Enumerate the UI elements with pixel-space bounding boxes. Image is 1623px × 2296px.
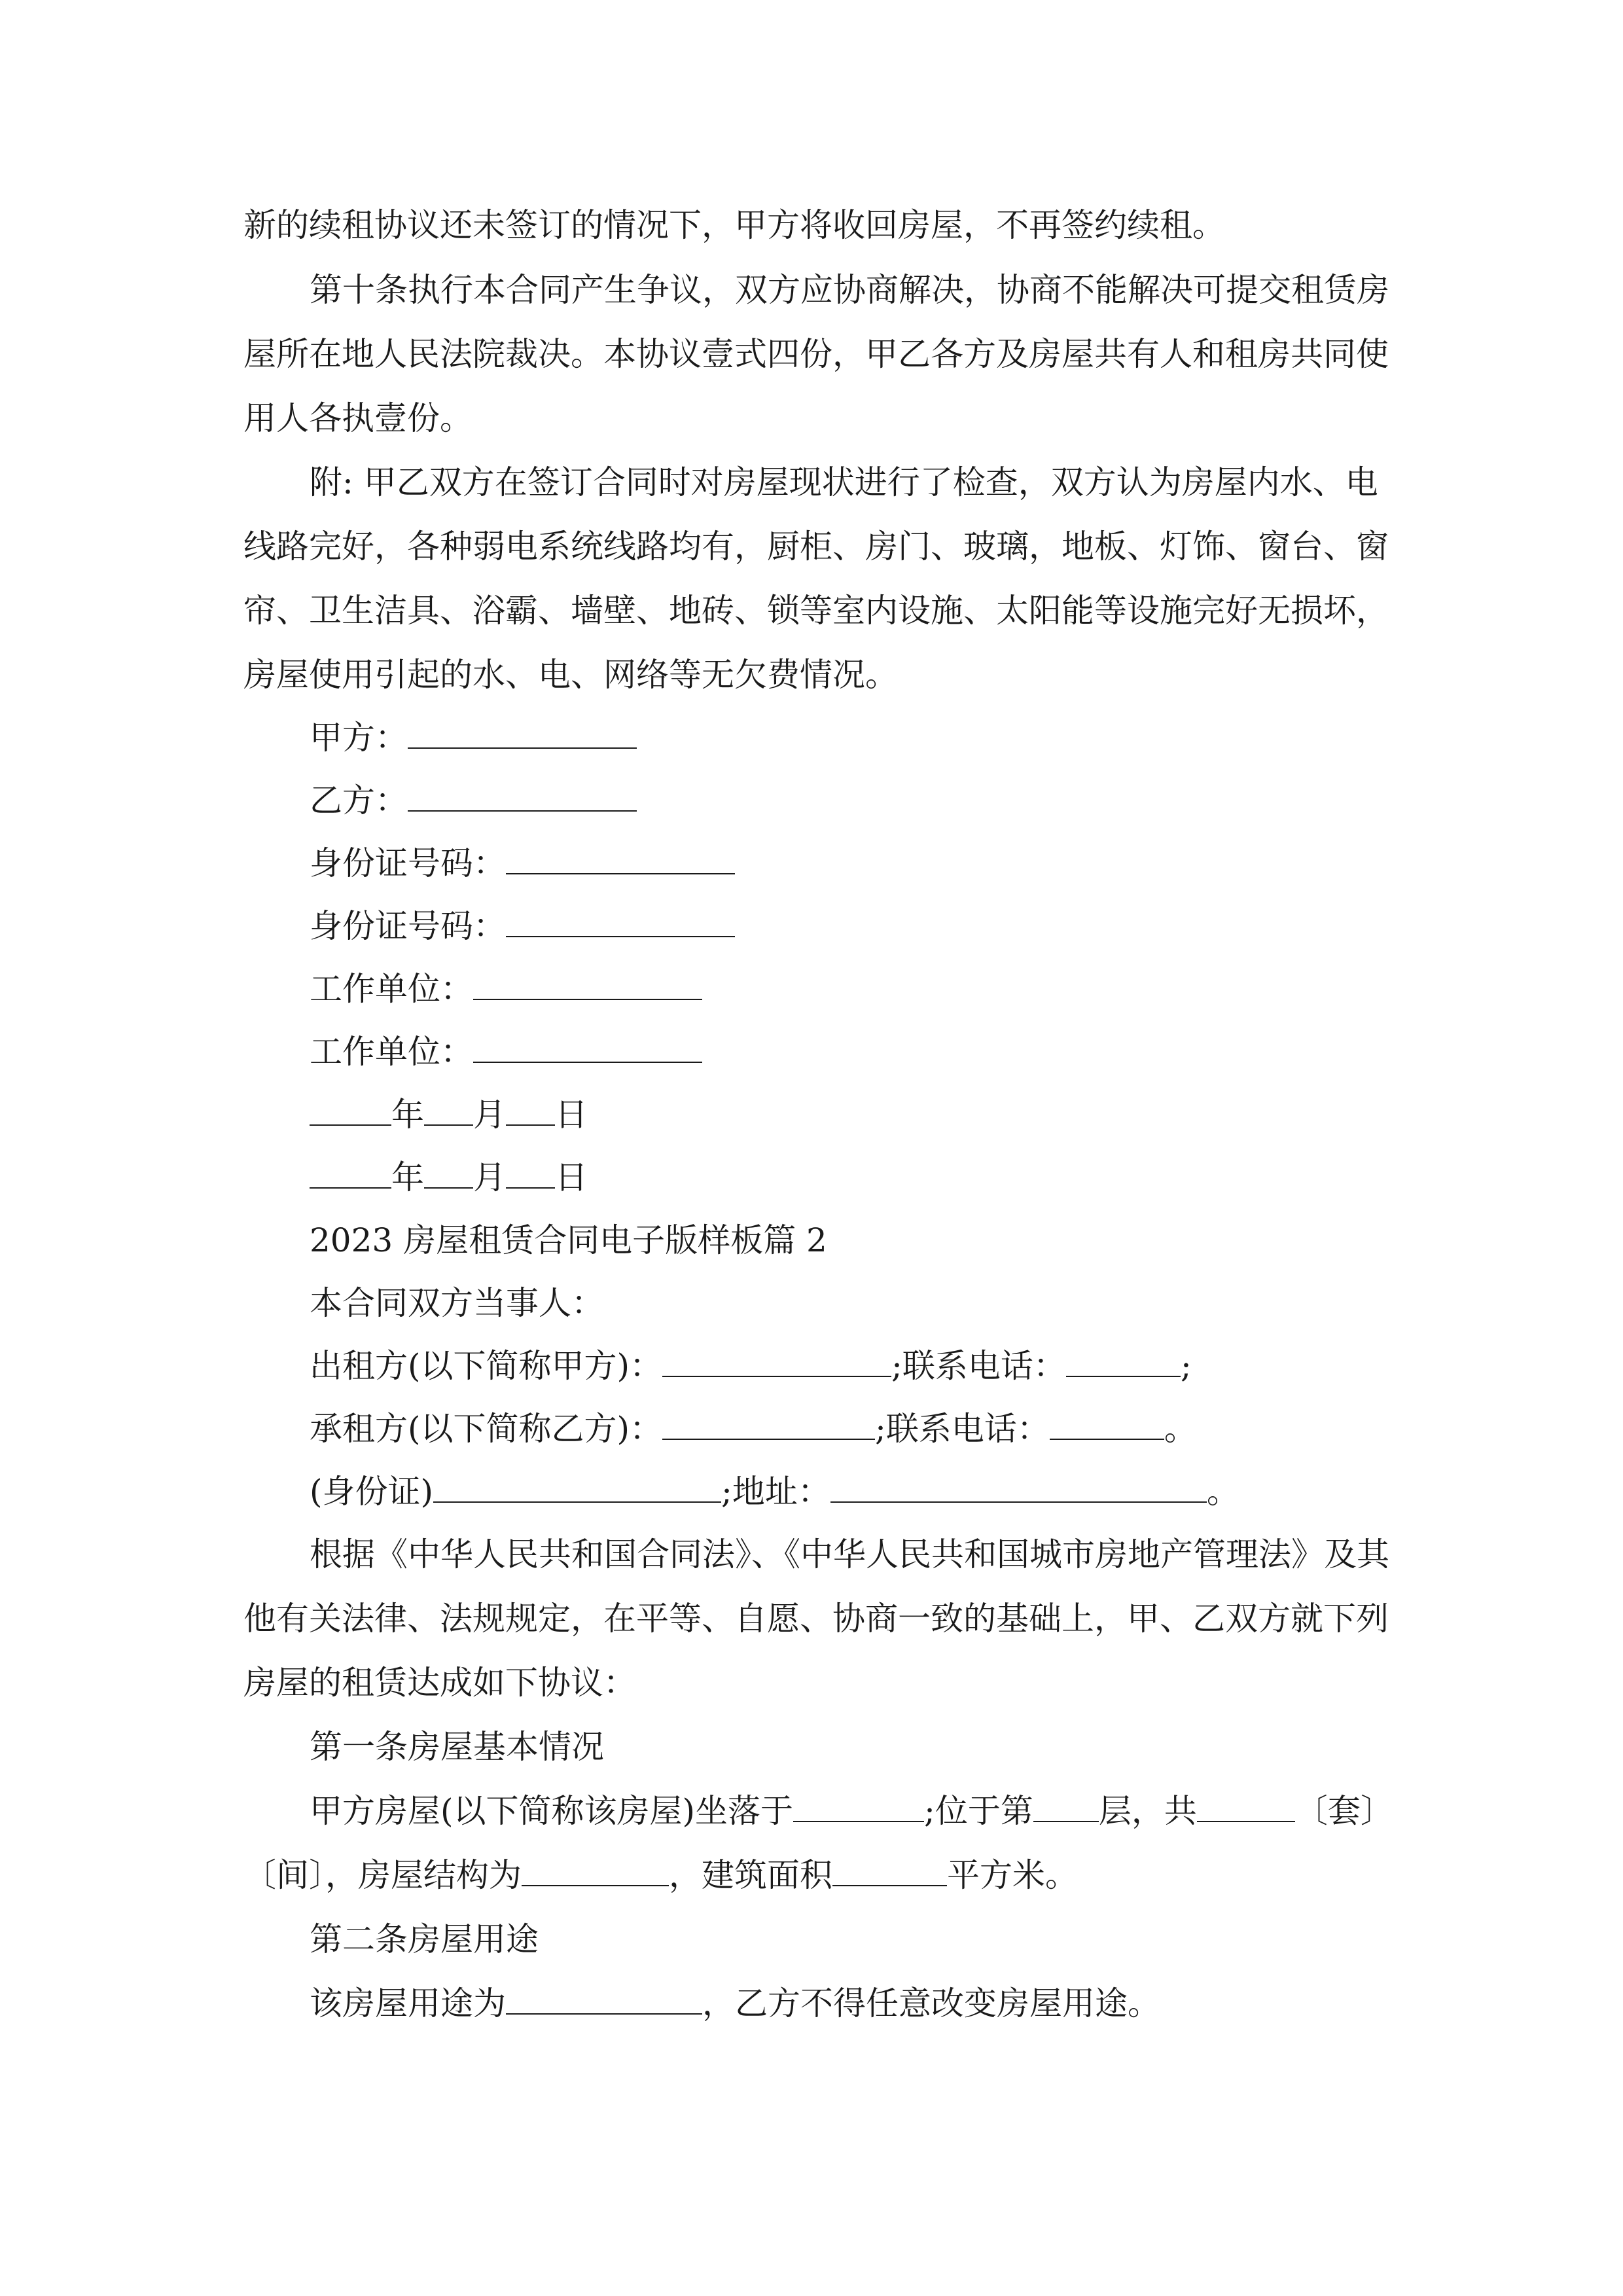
fill-blank[interactable] (1033, 1791, 1099, 1822)
paragraph-line (310, 462, 1378, 503)
text: 本合同双方当事人： (310, 1284, 604, 1322)
fill-blank[interactable] (1050, 1408, 1164, 1440)
date-line (310, 1094, 588, 1135)
text: 房屋使用引起的水、电、网络等无欠费情况。 (243, 656, 898, 694)
text: 甲方房屋(以下简称该房屋)坐落于 (310, 1792, 794, 1830)
signature-id-a (310, 843, 735, 884)
text: 层，共 (1098, 1792, 1197, 1830)
text: 2023 房屋租赁合同电子版样板篇 2 (310, 1221, 827, 1259)
text: 第一条房屋基本情况 (310, 1728, 604, 1766)
text: 帘、卫生洁具、浴霸、墙壁、地砖、锁等室内设施、太阳能等设施完好无损坏， (243, 592, 1389, 630)
text: ; (1180, 1347, 1192, 1385)
fill-blank[interactable] (662, 1408, 875, 1440)
label: 日 (555, 1158, 588, 1196)
label: 甲方： (310, 719, 408, 757)
paragraph-line (310, 1534, 1389, 1575)
text: ，乙方不得任意改变房屋用途。 (702, 1984, 1160, 2022)
fill-blank[interactable] (506, 1094, 555, 1126)
fill-blank[interactable] (506, 843, 735, 874)
fill-blank[interactable] (793, 1791, 924, 1822)
text: 屋所在地人民法院裁决。本协议壹式四份，甲乙各方及房屋共有人和租房共同使 (243, 335, 1389, 373)
label: 承租方(以下简称乙方)： (310, 1410, 663, 1448)
text: 。 (1164, 1410, 1197, 1448)
label: 身份证号码： (310, 907, 506, 945)
paragraph-line (243, 590, 1387, 631)
paragraph-line (243, 398, 473, 439)
text: 第二条房屋用途 (310, 1920, 539, 1958)
label: 乙方： (310, 781, 408, 819)
fill-blank[interactable] (662, 1346, 891, 1377)
text: 〔套〕 (1294, 1792, 1393, 1830)
signature-party-a (310, 717, 637, 758)
label: 月 (473, 1096, 506, 1134)
text: 线路完好，各种弱电系统线路均有，厨柜、房门、玻璃，地板、灯饰、窗台、窗 (243, 528, 1389, 565)
label: 年 (391, 1096, 424, 1134)
fill-blank[interactable] (506, 1983, 702, 2015)
article-title (310, 1919, 539, 1960)
article-2-line (310, 1983, 1160, 2024)
paragraph-line (243, 526, 1387, 567)
fill-blank[interactable] (424, 1157, 473, 1189)
fill-blank[interactable] (830, 1471, 1207, 1503)
fill-blank[interactable] (832, 1855, 947, 1886)
label: ;联系电话： (891, 1347, 1066, 1385)
fill-blank[interactable] (506, 1157, 555, 1189)
paragraph-line (243, 334, 1387, 374)
paragraph-line (310, 270, 1389, 310)
label: 月 (473, 1158, 506, 1196)
signature-work-b (310, 1031, 702, 1072)
label: (身份证) (310, 1473, 434, 1511)
text: 第十条执行本合同产生争议，双方应协商解决，协商不能解决可提交租赁房 (310, 271, 1389, 309)
paragraph-line (243, 1662, 636, 1703)
text: 根据《中华人民共和国合同法》、《中华人民共和国城市房地产管理法》及其 (310, 1535, 1389, 1573)
fill-blank[interactable] (310, 1094, 391, 1126)
fill-blank[interactable] (408, 780, 637, 812)
date-line (310, 1157, 588, 1198)
label: 出租方(以下简称甲方)： (310, 1347, 663, 1385)
fill-blank[interactable] (506, 906, 735, 937)
label: 工作单位： (310, 970, 473, 1008)
id-address-line (310, 1471, 1240, 1512)
label: 日 (555, 1096, 588, 1134)
paragraph-line (310, 1283, 604, 1323)
paragraph-line (243, 655, 898, 695)
paragraph-line (243, 1598, 1387, 1639)
label: 工作单位： (310, 1033, 473, 1071)
text: 新的续租协议还未签订的情况下，甲方将收回房屋，不再签约续租。 (243, 206, 1225, 244)
fill-blank[interactable] (522, 1855, 669, 1886)
label: ;联系电话： (875, 1410, 1050, 1448)
paragraph-line (243, 205, 1225, 245)
text: 该房屋用途为 (310, 1984, 506, 2022)
lessor-line (310, 1346, 1192, 1386)
text: 房屋的租赁达成如下协议： (243, 1664, 636, 1702)
fill-blank[interactable] (1066, 1346, 1181, 1377)
article-title (310, 1727, 604, 1767)
fill-blank[interactable] (310, 1157, 391, 1189)
label: 身份证号码： (310, 844, 506, 882)
text: ;位于第 (924, 1792, 1033, 1830)
text: 平方米。 (947, 1856, 1078, 1894)
signature-party-b (310, 780, 637, 821)
label: 年 (391, 1158, 424, 1196)
fill-blank[interactable] (433, 1471, 721, 1503)
article-1-line (310, 1791, 1393, 1831)
signature-work-a (310, 969, 702, 1009)
text: 。 (1206, 1473, 1240, 1511)
fill-blank[interactable] (473, 1031, 702, 1063)
text: 〔间〕，房屋结构为 (243, 1856, 522, 1894)
text: 附: 甲乙双方在签订合同时对房屋现状进行了检查，双方认为房屋内水、电 (310, 463, 1378, 501)
fill-blank[interactable] (408, 717, 637, 749)
signature-id-b (310, 906, 735, 946)
fill-blank[interactable] (424, 1094, 473, 1126)
text: 他有关法律、法规规定，在平等、自愿、协商一致的基础上，甲、乙双方就下列 (243, 1600, 1389, 1638)
section-title (310, 1220, 827, 1261)
article-1-line (243, 1855, 1078, 1895)
text: ，建筑面积 (669, 1856, 832, 1894)
text: 用人各执壹份。 (243, 399, 473, 437)
lessee-line (310, 1408, 1197, 1449)
fill-blank[interactable] (473, 969, 702, 1000)
label: ;地址： (721, 1473, 830, 1511)
fill-blank[interactable] (1197, 1791, 1295, 1822)
